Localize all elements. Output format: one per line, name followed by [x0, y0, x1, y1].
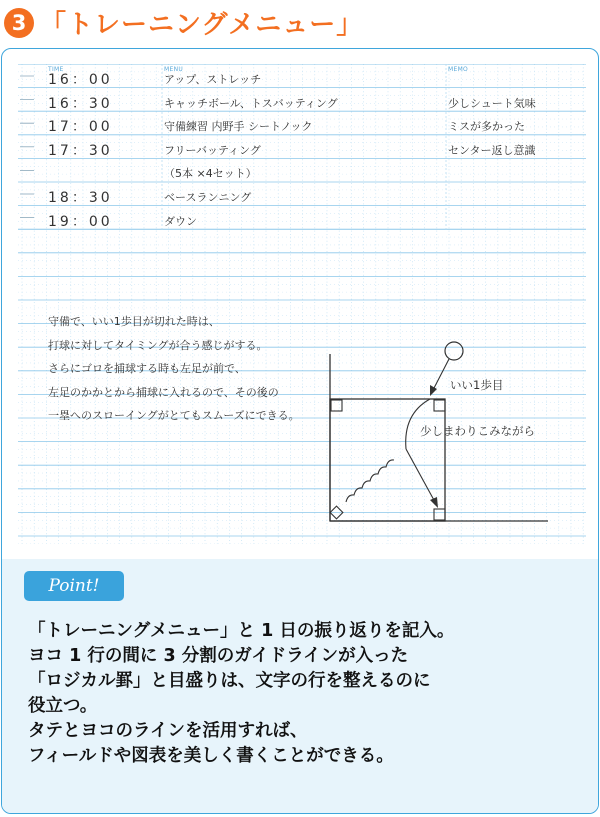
- schedule-menu: （5本 ×4セット）: [164, 167, 257, 181]
- point-line: 「トレーニングメニュー」と 1 日の振り返りを記入。: [28, 621, 455, 641]
- section-number-badge: 3: [4, 8, 34, 38]
- notebook-page: [18, 64, 586, 544]
- diagram-label-first-step: いい1歩目: [450, 378, 504, 392]
- point-line: 役立つ。: [28, 696, 98, 716]
- schedule-time: 16：00: [48, 72, 113, 88]
- note-line: 打球に対してタイミングが合う感じがする。: [48, 338, 268, 352]
- schedule-time: 16：30: [48, 95, 113, 112]
- point-section: [2, 559, 598, 813]
- point-line: 「ロジカル罫」と目盛りは、文字の行を整えるのに: [28, 671, 431, 691]
- note-line: さらにゴロを捕球する時も左足が前で、: [48, 362, 246, 376]
- schedule-menu: ダウン: [164, 214, 197, 228]
- point-badge: Point!: [24, 571, 124, 601]
- point-line: ヨコ 1 行の間に 3 分割のガイドラインが入った: [28, 646, 409, 666]
- schedule-memo: 少しシュート気味: [448, 96, 536, 110]
- schedule-menu: ベースランニング: [164, 191, 252, 204]
- note-line: 左足のかかとから捕球に入れるので、その後の: [48, 385, 279, 399]
- schedule-time: 18：30: [48, 190, 113, 206]
- column-label-time: TIME: [48, 66, 64, 73]
- point-line: フィールドや図表を美しく書くことができる。: [28, 746, 394, 766]
- diagram-label-curve: 少しまわりこみながら: [420, 424, 535, 438]
- schedule-memo: センター返し意識: [448, 143, 536, 157]
- schedule-time: 17：00: [48, 119, 113, 136]
- section-title: 「トレーニングメニュー」: [40, 10, 364, 40]
- content-card: [1, 48, 599, 814]
- schedule-time: 17：30: [48, 142, 113, 159]
- schedule-menu: 守備練習 内野手 シートノック: [164, 120, 313, 134]
- column-label-memo: MEMO: [448, 66, 469, 73]
- point-line: タテとヨコのラインを活用すれば、: [28, 721, 308, 741]
- column-label-menu: MENU: [164, 66, 184, 73]
- schedule-memo: ミスが多かった: [448, 120, 525, 134]
- note-line: 守備で、いい1歩目が切れた時は、: [48, 315, 220, 328]
- schedule-menu: キャッチボール、トスバッティング: [164, 96, 338, 110]
- point-description: [28, 619, 588, 769]
- section-header: [0, 0, 600, 50]
- schedule-menu: アップ、ストレッチ: [164, 73, 262, 86]
- schedule-time: 19：00: [48, 213, 113, 230]
- note-line: 一塁へのスローイングがとてもスムーズにできる。: [48, 409, 300, 423]
- schedule-menu: フリーバッティング: [164, 143, 261, 157]
